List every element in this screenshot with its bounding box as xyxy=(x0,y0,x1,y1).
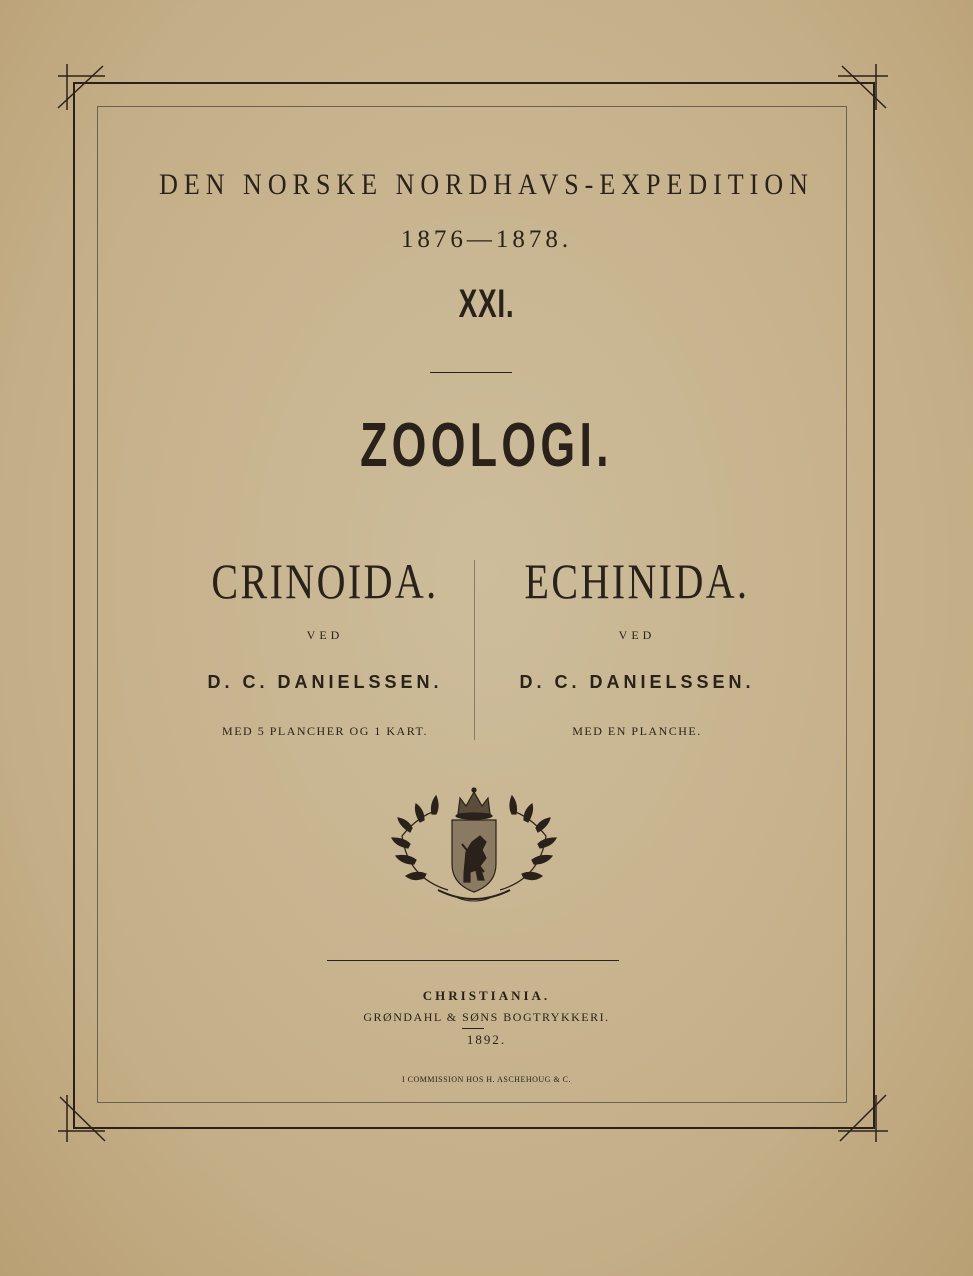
imprint-printer: GRØNDAHL & SØNS BOGTRYKKERI. xyxy=(363,1010,610,1024)
subject-heading: ZOOLOGI. xyxy=(360,411,613,480)
right-author: D. C. DANIELSSEN. xyxy=(519,672,755,692)
left-author: D. C. DANIELSSEN. xyxy=(207,672,443,692)
coat-of-arms-emblem xyxy=(388,786,560,912)
right-note: MED EN PLANCHE. xyxy=(572,724,702,738)
publication-year: 1892. xyxy=(466,1032,507,1047)
series-title: DEN NORSKE NORDHAVS-EXPEDITION xyxy=(159,167,814,202)
left-note: MED 5 PLANCHER OG 1 KART. xyxy=(222,724,428,738)
short-rule xyxy=(430,372,512,373)
right-title: ECHINIDA. xyxy=(524,553,750,609)
commission-line: I COMMISSION HOS H. ASCHEHOUG & C. xyxy=(401,1075,572,1084)
volume-number: XXI. xyxy=(458,282,515,326)
expedition-years: 1876—1878. xyxy=(400,226,573,253)
column-divider xyxy=(474,560,475,740)
imprint-rule xyxy=(327,960,619,961)
imprint-city: CHRISTIANIA. xyxy=(422,988,551,1003)
left-ved: VED xyxy=(306,628,344,642)
right-ved: VED xyxy=(618,628,656,642)
left-title: CRINOIDA. xyxy=(211,553,439,609)
year-rule xyxy=(462,1028,484,1029)
